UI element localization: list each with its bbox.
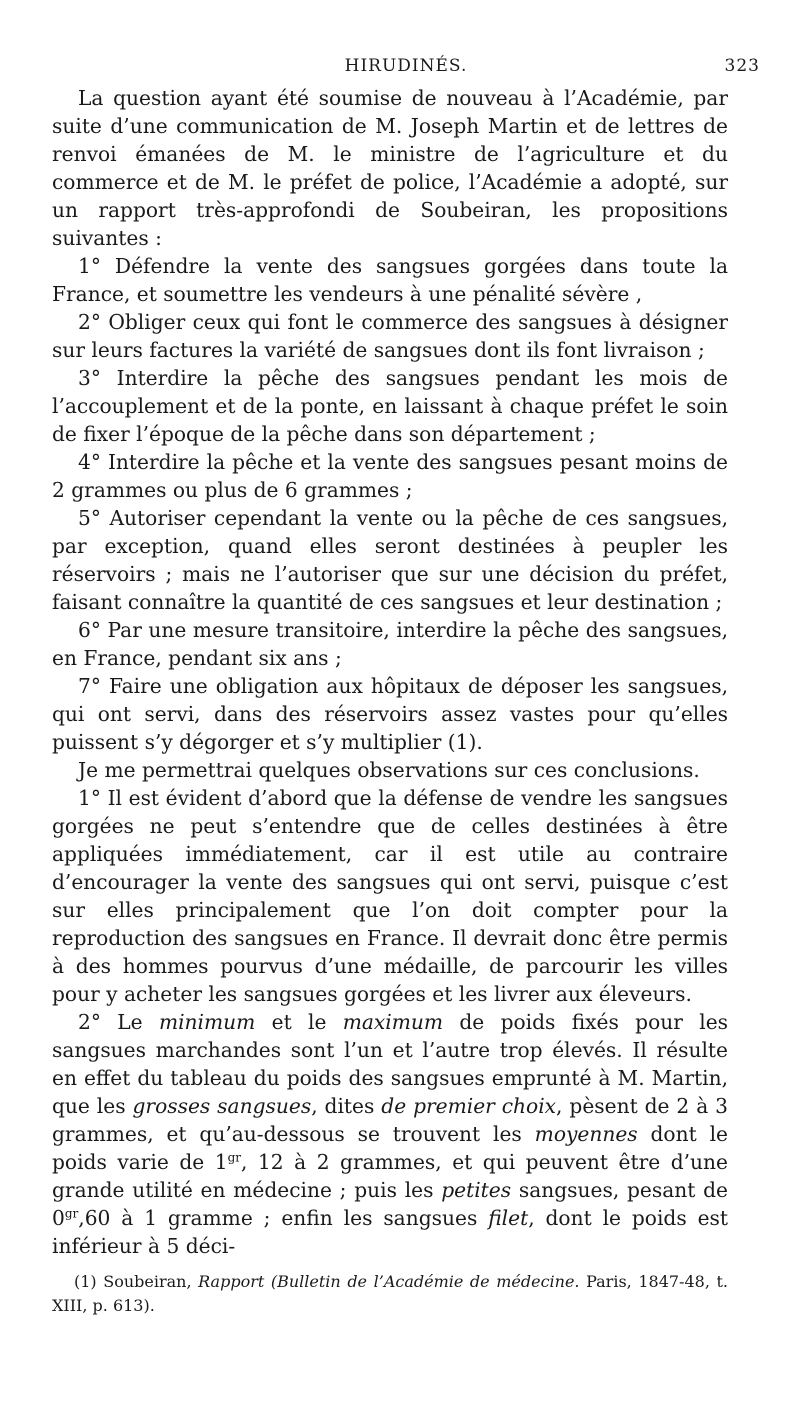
page-number: 323	[724, 56, 760, 76]
running-header	[52, 56, 760, 82]
body-text	[52, 84, 728, 1260]
proposition-item: 1° Défendre la vente des sangsues gorgées dans toute la France, et soumettre les vendeurs à une pénalité sévère ,	[52, 254, 728, 306]
proposition-item: 3° Interdire la pêche des sangsues pendant les mois de l’accouplement et de la ponte, en laissant à chaque préfet le soin de fixer l’époque de la pêche dans son département ;	[52, 366, 728, 446]
running-title: HIRUDINÉS.	[344, 56, 468, 76]
footnote: (1) Soubeiran, Rapport (Bulletin de l’Académie de médecine. Paris, 1847-48, t. XIII, p. 613).	[52, 1272, 729, 1315]
proposition-item: 7° Faire une obligation aux hôpitaux de déposer les sangsues, qui ont servi, dans des réservoirs assez vastes pour qu’elles puissent s’y dégorger et s’y multiplier (1).	[52, 674, 728, 754]
proposition-item: 2° Obliger ceux qui font le commerce des sangsues à désigner sur leurs factures la variété de sangsues dont ils font livraison ;	[52, 310, 728, 362]
proposition-item: 4° Interdire la pêche et la vente des sangsues pesant moins de 2 grammes ou plus de 6 grammes ;	[52, 450, 728, 502]
proposition-item: 6° Par une mesure transitoire, interdire la pêche des sangsues, en France, pendant six ans ;	[52, 618, 728, 670]
observation-item: 1° Il est évident d’abord que la défense de vendre les sangsues gorgées ne peut s’entendre que de celles destinées à être appliquées immédiatement, car il est utile au contraire d’encourager la vente des sangsues qui ont servi, puisque c’est sur elles principalement que l’on doit compter pour la reproduction des sangsues en France. Il devrait donc être permis à des hommes pourvus d’une médaille, de parcourir les villes pour y acheter les sangsues gorgées et les livrer aux éleveurs.	[52, 786, 728, 1006]
observation-item: 2° Le minimum et le maximum de poids fixés pour les sangsues marchandes sont l’un et l’autre trop élevés. Il résulte en effet du tableau du poids des sangsues emprunté à M. Martin, que les grosses sangsues, dites de premier choix, pèsent de 2 à 3 grammes, et qu’au-dessous se trouvent les moyennes dont le poids varie de $1^{gr}$, 12 à 2 grammes, et qui peuvent être d’une grande utilité en médecine ; puis les petites sangsues, pesant de $0^{gr},60$ à 1 gramme ; enfin les sangsues filet, dont le poids est inférieur à 5 déci-	[52, 1010, 729, 1258]
paragraph: Je me permettrai quelques observations sur ces conclusions.	[78, 758, 700, 782]
paragraph: La question ayant été soumise de nouveau à l’Académie, par suite d’une communication de M. Joseph Martin et de lettres de renvoi émanées de M. le ministre de l’agriculture et du commerce et de M. le préfet de police, l’Académie a adopté, sur un rapport très-approfondi de Soubeiran, les propositions suivantes :	[52, 86, 728, 250]
proposition-item: 5° Autoriser cependant la vente ou la pêche de ces sangsues, par exception, quand elles seront destinées à peupler les réservoirs ; mais ne l’autoriser que sur une décision du préfet, faisant connaître la quantité de ces sangsues et leur destination ;	[52, 506, 728, 614]
